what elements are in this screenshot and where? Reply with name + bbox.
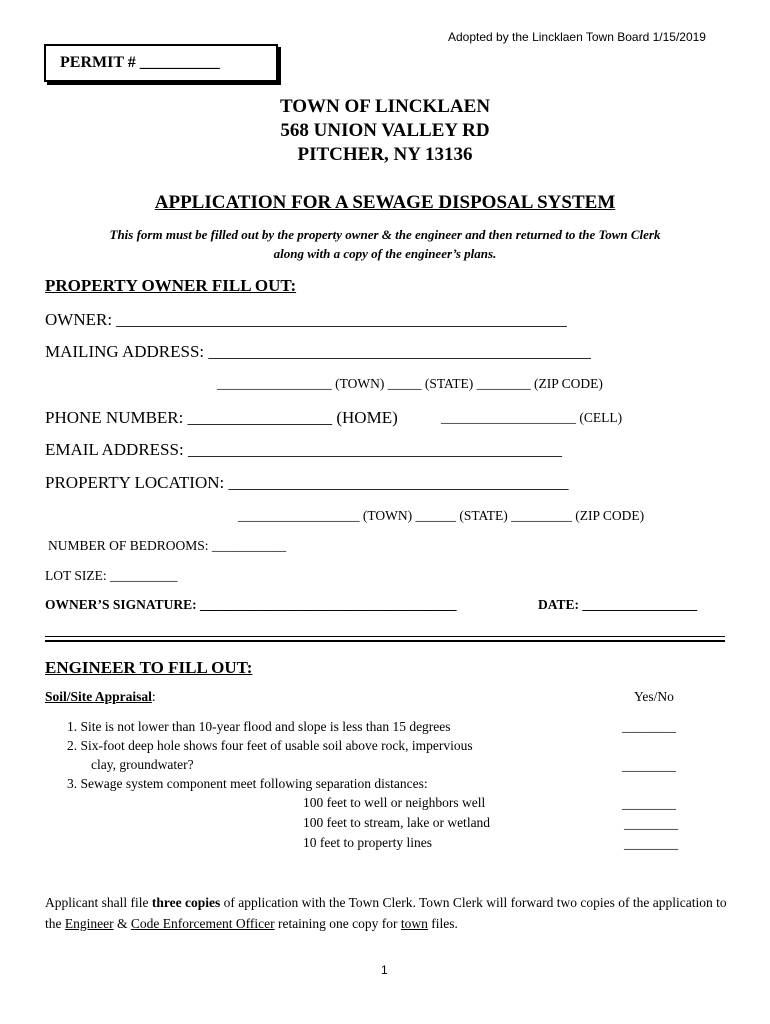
filing-amp: & [113,916,131,931]
filing-engineer: Engineer [64,916,114,931]
owner-signature-field[interactable]: OWNER’S SIGNATURE: ______________________________________ [45,597,457,612]
page-number: 1 [381,963,388,977]
town-street: 568 UNION VALLEY RD [280,120,490,141]
permit-number-field[interactable]: PERMIT # __________ [60,54,220,71]
appraisal-item-2: 2. Six-foot deep hole shows four feet of usable soil above rock, impervious [67,738,473,753]
filing-town: town [400,916,428,931]
property-location-field[interactable]: PROPERTY LOCATION: ________________________________________ [45,473,569,492]
divider-thick [45,640,725,642]
email-field[interactable]: EMAIL ADDRESS: ____________________________________________ [45,440,562,459]
filing-ceo: Code Enforcement Officer [130,916,275,931]
soil-appraisal-label [45,689,156,705]
answer-blank-2[interactable]: ________ [622,758,676,773]
owner-field[interactable]: OWNER: _____________________________________________________ [45,310,567,329]
property-town-state-zip[interactable]: __________________ (TOWN) ______ (STATE) _________ (ZIP CODE) [238,508,645,523]
divider-thin [45,636,725,637]
filing-text-2: of application with the Town Clerk. Town Clerk will forward two copies of the application to the [45,895,727,931]
yes-no-header: Yes/No [634,689,674,704]
filing-text-3: retaining one copy for [274,916,401,931]
phone-cell-field[interactable]: ____________________ (CELL) [441,410,623,425]
appraisal-item-1: 1. Site is not lower than 10-year flood and slope is less than 15 degrees [67,719,451,734]
owner-section-heading: PROPERTY OWNER FILL OUT: [45,276,297,295]
soil-appraisal-title: Soil/Site Appraisal [45,689,152,704]
answer-blank-stream[interactable]: ________ [624,816,678,831]
permit-box [44,44,278,82]
filing-instructions [45,892,735,934]
distance-stream: 100 feet to stream, lake or wetland [303,815,491,830]
engineer-section-heading: ENGINEER TO FILL OUT: [45,658,253,677]
town-name: TOWN OF LINCKLAEN [279,96,491,117]
distance-property: 10 feet to property lines [303,835,432,850]
phone-home-field[interactable]: PHONE NUMBER: _________________ (HOME) [45,408,398,427]
intro-line-1: This form must be filled out by the property owner & the engineer and then returned to the Town Clerk [109,227,661,242]
appraisal-item-3: 3. Sewage system component meet following separation distances: [67,776,428,791]
soil-appraisal-colon: : [151,689,156,704]
appraisal-item-2-cont: clay, groundwater? [91,757,194,772]
mailing-town-state-zip[interactable]: _________________ (TOWN) _____ (STATE) ________ (ZIP CODE) [217,376,603,391]
answer-blank-well[interactable]: ________ [622,796,676,811]
distance-well: 100 feet to well or neighbors well [303,795,486,810]
intro-line-2: along with a copy of the engineer’s plans. [273,246,497,261]
answer-blank-property[interactable]: ________ [624,836,678,851]
filing-three-copies: three copies [151,895,221,910]
filing-text-4: files. [427,916,458,931]
adopted-note: Adopted by the Lincklaen Town Board 1/15/2019 [448,30,706,44]
lot-size-field[interactable]: LOT SIZE: __________ [45,568,178,583]
town-city: PITCHER, NY 13136 [297,144,473,165]
bedrooms-field[interactable]: NUMBER OF BEDROOMS: ___________ [48,538,287,553]
answer-blank-1[interactable]: ________ [622,719,676,734]
filing-text-1: Applicant shall file [45,895,152,910]
date-field[interactable]: DATE: _________________ [538,597,698,612]
page-title: APPLICATION FOR A SEWAGE DISPOSAL SYSTEM [154,192,616,213]
mailing-address-field[interactable]: MAILING ADDRESS: _____________________________________________ [45,342,591,361]
